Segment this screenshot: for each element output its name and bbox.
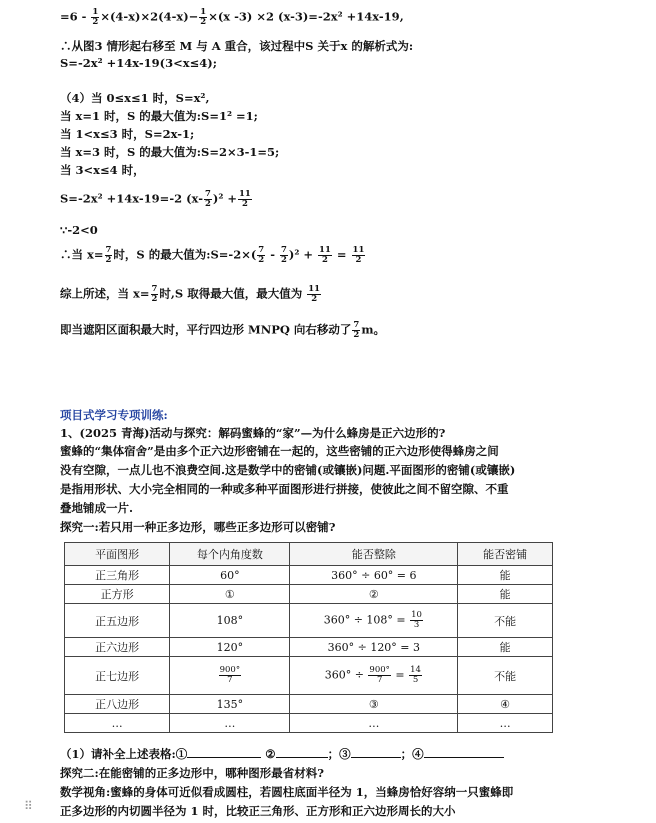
table-cell: 正五边形 xyxy=(65,604,170,638)
solution-line-7: 当 x=3 时，S 的最大值为:S=2×3-1=5; xyxy=(60,145,280,159)
fraction: $\frac{7}{2}$ xyxy=(280,245,287,265)
table-cell: 不能 xyxy=(458,604,553,638)
table-cell: 360° ÷ 60° = 6 xyxy=(290,566,458,585)
fraction: $\frac{14}{5}$ xyxy=(410,665,421,685)
explore-1-title: 探究一:若只用一种正多边形，哪些正多边形可以密铺? xyxy=(60,520,336,534)
table-row xyxy=(65,566,553,585)
table-cell: 能 xyxy=(458,566,553,585)
solution-line-2: ∴从图3 情形起右移至 M 与 A 重合，该过程中S 关于x 的解析式为: xyxy=(60,39,414,53)
table-cell: ① xyxy=(170,585,290,604)
fraction: $\frac{1}{2}$ xyxy=(92,7,99,27)
fraction: $\frac{7}{2}$ xyxy=(353,320,360,340)
table-cell: … xyxy=(65,714,170,733)
fraction: $\frac{11}{2}$ xyxy=(352,245,365,265)
fraction: $\frac{7}{2}$ xyxy=(204,189,211,209)
fraction: $\frac{11}{2}$ xyxy=(308,284,321,304)
table-cell: ④ xyxy=(458,695,553,714)
table-row xyxy=(65,585,553,604)
intro-paragraph-line-4: 叠地铺成一片. xyxy=(60,501,134,515)
table-cell: ③ xyxy=(290,695,458,714)
tiling-table xyxy=(64,542,553,733)
fraction: $\frac{7}{2}$ xyxy=(151,284,158,304)
table-cell: 120° xyxy=(170,638,290,657)
table-cell: 108° xyxy=(170,604,290,638)
explore-2-title: 探究二:在能密铺的正多边形中，哪种图形最省材料? xyxy=(60,766,324,780)
fraction: $\frac{7}{2}$ xyxy=(258,245,265,265)
table-cell: 正七边形 xyxy=(65,657,170,695)
table-cell: 360° ÷ 108° = $\frac{10}{3}$ xyxy=(290,604,458,638)
solution-line-9: S=-2x² +14x-19=-2 (x- $\frac{7}{2}$ )² + $\frac{11}{2}$ xyxy=(60,189,251,209)
table-cell: ② xyxy=(290,585,458,604)
table-cell: 正方形 xyxy=(65,585,170,604)
fraction: $\frac{900^\circ}{7}$ xyxy=(219,665,241,685)
solution-line-3: S=-2x² +14x-19(3<x≤4); xyxy=(60,56,217,70)
math-view-line-2: 正多边形的内切圆半径为 1 时，比较正三角形、正方形和正六边形周长的大小 xyxy=(60,804,456,818)
solution-line-8: 当 3<x≤4 时， xyxy=(60,163,145,177)
table-cell: … xyxy=(458,714,553,733)
fraction: $\frac{7}{2}$ xyxy=(105,245,112,265)
solution-line-1: =6 - $\frac{1}{2}$ ×(4-x)×2(4-x)− $\frac{1}{2}$ ×(x -3) ×2 (x-3)=-2x² +14x-19, xyxy=(60,7,404,27)
drag-handle-icon[interactable]: ⠿ xyxy=(24,799,33,813)
table-cell: 正三角形 xyxy=(65,566,170,585)
solution-line-11: ∴当 x= $\frac{7}{2}$ 时，S 的最大值为:S=-2×( $\frac{7}{2}$ - $\frac{7}{2}$ )² + $\frac{11}{2}$ = $\frac{11}{2}$ xyxy=(60,245,365,265)
table-header: 平面图形 xyxy=(65,543,170,566)
project-heading: 项目式学习专项训练: xyxy=(60,408,168,422)
intro-paragraph-line-2: 没有空隙，一点儿也不浪费空间.这是数学中的密铺(或镶嵌)问题.平面图形的密铺(或镶嵌) xyxy=(60,463,516,477)
blank-3[interactable] xyxy=(351,745,401,758)
table-cell: 正六边形 xyxy=(65,638,170,657)
fraction: $\frac{11}{2}$ xyxy=(239,189,251,209)
table-header: 能否密铺 xyxy=(458,543,553,566)
table-row xyxy=(65,695,553,714)
fill-blanks-question: （1）请补全上述表格:① ② ；③ ；④ xyxy=(60,745,504,762)
table-cell: … xyxy=(170,714,290,733)
solution-line-12: 综上所述，当 x= $\frac{7}{2}$ 时,S 取得最大值，最大值为 $\frac{11}{2}$ xyxy=(60,284,321,304)
table-row xyxy=(65,714,553,733)
fraction: $\frac{10}{3}$ xyxy=(411,610,422,630)
table-header-row xyxy=(65,543,553,566)
question-1-title: 1、(2025 青海)活动与探究：解码蜜蜂的“家”—为什么蜂房是正六边形的? xyxy=(60,426,446,440)
table-cell: … xyxy=(290,714,458,733)
blank-4[interactable] xyxy=(424,745,504,758)
table-header: 每个内角度数 xyxy=(170,543,290,566)
intro-paragraph-line-1: 蜜蜂的“集体宿舍”是由多个正六边形密铺在一起的，这些密铺的正六边形使得蜂房之间 xyxy=(60,444,499,458)
table-cell: 能 xyxy=(458,638,553,657)
table-cell: 360° ÷ 120° = 3 xyxy=(290,638,458,657)
table-header: 能否整除 xyxy=(290,543,458,566)
fraction: $\frac{1}{2}$ xyxy=(200,7,207,27)
table-row xyxy=(65,604,553,638)
table-cell: 正八边形 xyxy=(65,695,170,714)
blank-1[interactable] xyxy=(187,745,261,758)
table-cell: 135° xyxy=(170,695,290,714)
fraction: $\frac{11}{2}$ xyxy=(319,245,331,265)
fraction: $\frac{900^\circ}{7}$ xyxy=(369,665,390,685)
solution-line-4: （4）当 0≤x≤1 时，S=x², xyxy=(60,91,210,105)
table-cell: 不能 xyxy=(458,657,553,695)
table-row xyxy=(65,638,553,657)
table-cell: 60° xyxy=(170,566,290,585)
table-cell: 能 xyxy=(458,585,553,604)
intro-paragraph-line-3: 是指用形状、大小完全相同的一种或多种平面图形进行拼接，使彼此之间不留空隙、不重 xyxy=(60,482,509,496)
math-view-line-1: 数学视角:蜜蜂的身体可近似看成圆柱，若圆柱底面半径为 1，当蜂房恰好容纳一只蜜蜂即 xyxy=(60,785,514,799)
solution-line-5: 当 x=1 时，S 的最大值为:S=1² =1; xyxy=(60,109,258,123)
solution-line-10: ∵-2<0 xyxy=(60,223,98,237)
solution-line-13: 即当遮阳区面积最大时，平行四边形 MNPQ 向右移动了 $\frac{7}{2}$ m。 xyxy=(60,320,386,340)
solution-line-6: 当 1<x≤3 时，S=2x-1; xyxy=(60,127,195,141)
table-cell xyxy=(170,657,290,695)
table-row xyxy=(65,657,553,695)
table-cell: 360° ÷ $\frac{900^\circ}{7}$ = $\frac{14}{5}$ xyxy=(290,657,458,695)
blank-2[interactable] xyxy=(276,745,328,758)
